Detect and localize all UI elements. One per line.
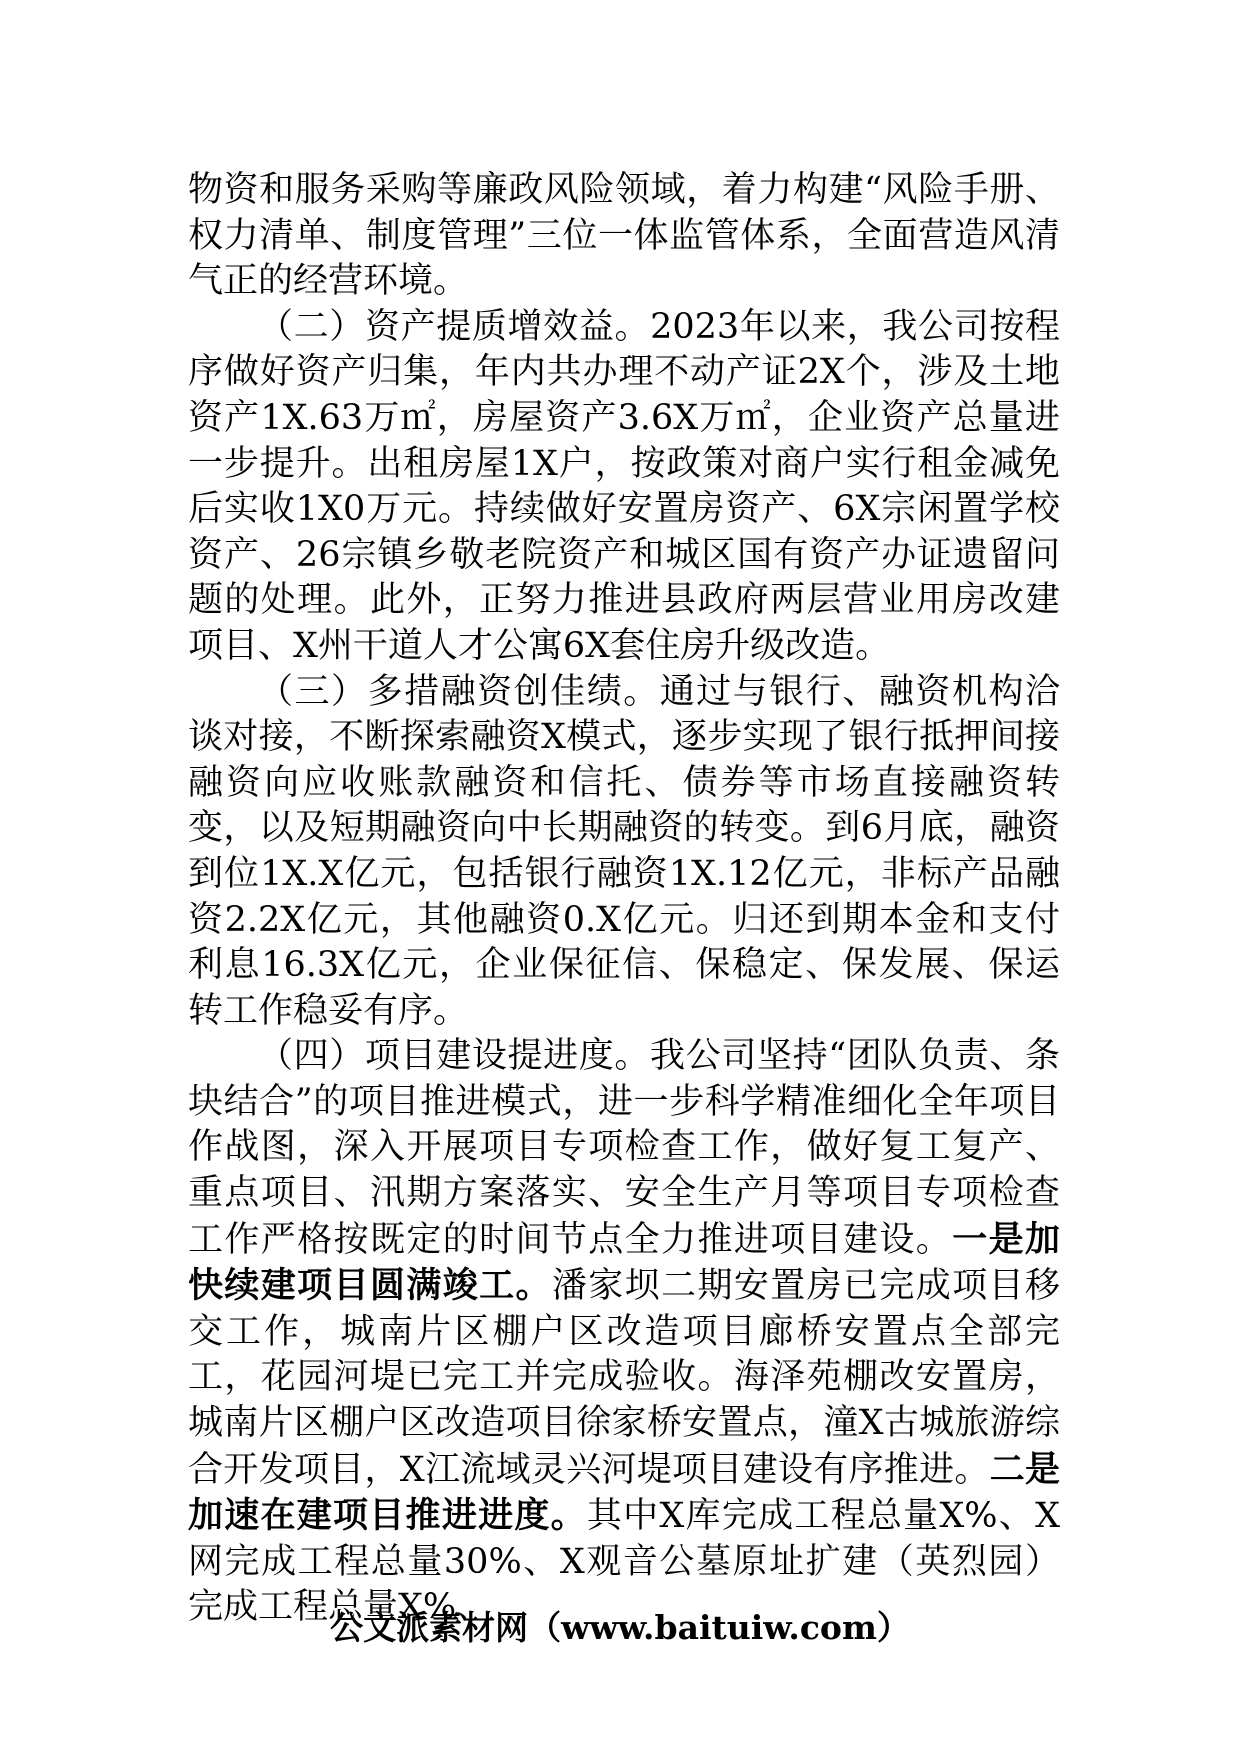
bold-heading-text: 一是加快续建项目圆满竣工。 xyxy=(188,1218,1060,1307)
paragraph-text: 其中X库完成工程总量X%、X网完成工程总量30%、X观音公墓原址扩建（英烈园）完成工程总量X%、 xyxy=(188,1496,1060,1628)
paragraph-text: （四）项目建设提进度。我公司坚持“团队负责、条块结合”的项目推进模式，进一步科学精准细化全年项目作战图，深入开展项目专项检查工作，做好复工复产、重点项目、汛期方案落实、安全生产月等项目专项检查工作严格按既定的时间节点全力推进项目建设。 xyxy=(188,1036,1060,1260)
document-body xyxy=(188,168,1060,1631)
paragraph-text: （二）资产提质增效益。2023年以来，我公司按程序做好资产归集，年内共办理不动产证2X个，涉及土地资产1X.63万㎡，房屋资产3.6X万㎡，企业资产总量进一步提升。出租房屋1X户，按政策对商户实行租金减免后实收1X0万元。持续做好安置房资产、6X宗闲置学校资产、26宗镇乡敬老院资产和城区国有资产办证遗留问题的处理。此外，正努力推进县政府两层营业用房改建项目、X州干道人才公寓6X套住房升级改造。 xyxy=(188,306,1060,666)
bold-heading-text: 二是加速在建项目推进进度。 xyxy=(188,1448,1060,1537)
footer-watermark: 公文派素材网（www.baituiw.com） xyxy=(330,1608,910,1647)
paragraph xyxy=(188,1034,1060,1631)
paragraph-text: 潘家坝二期安置房已完成项目移交工作，城南片区棚户区改造项目廊桥安置点全部完工，花园河堤已完工并完成验收。海泽苑棚改安置房，城南片区棚户区改造项目徐家桥安置点，潼X古城旅游综合开发项目，X江流域灵兴河堤项目建设有序推进。 xyxy=(188,1266,1060,1490)
paragraph xyxy=(188,305,1060,670)
paragraph xyxy=(188,670,1060,1035)
paragraph-text: （三）多措融资创佳绩。通过与银行、融资机构洽谈对接，不断探索融资X模式，逐步实现了银行抵押间接融资向应收账款融资和信托、债券等市场直接融资转变，以及短期融资向中长期融资的转变。到6月底，融资到位1X.X亿元，包括银行融资1X.12亿元，非标产品融资2.2X亿元，其他融资0.X亿元。归还到期本金和支付利息16.3X亿元，企业保征信、保稳定、保发展、保运转工作稳妥有序。 xyxy=(188,671,1060,1031)
paragraph xyxy=(188,168,1060,305)
paragraph-text: 物资和服务采购等廉政风险领域，着力构建“风险手册、权力清单、制度管理”三位一体监管体系，全面营造风清气正的经营环境。 xyxy=(188,170,1060,302)
